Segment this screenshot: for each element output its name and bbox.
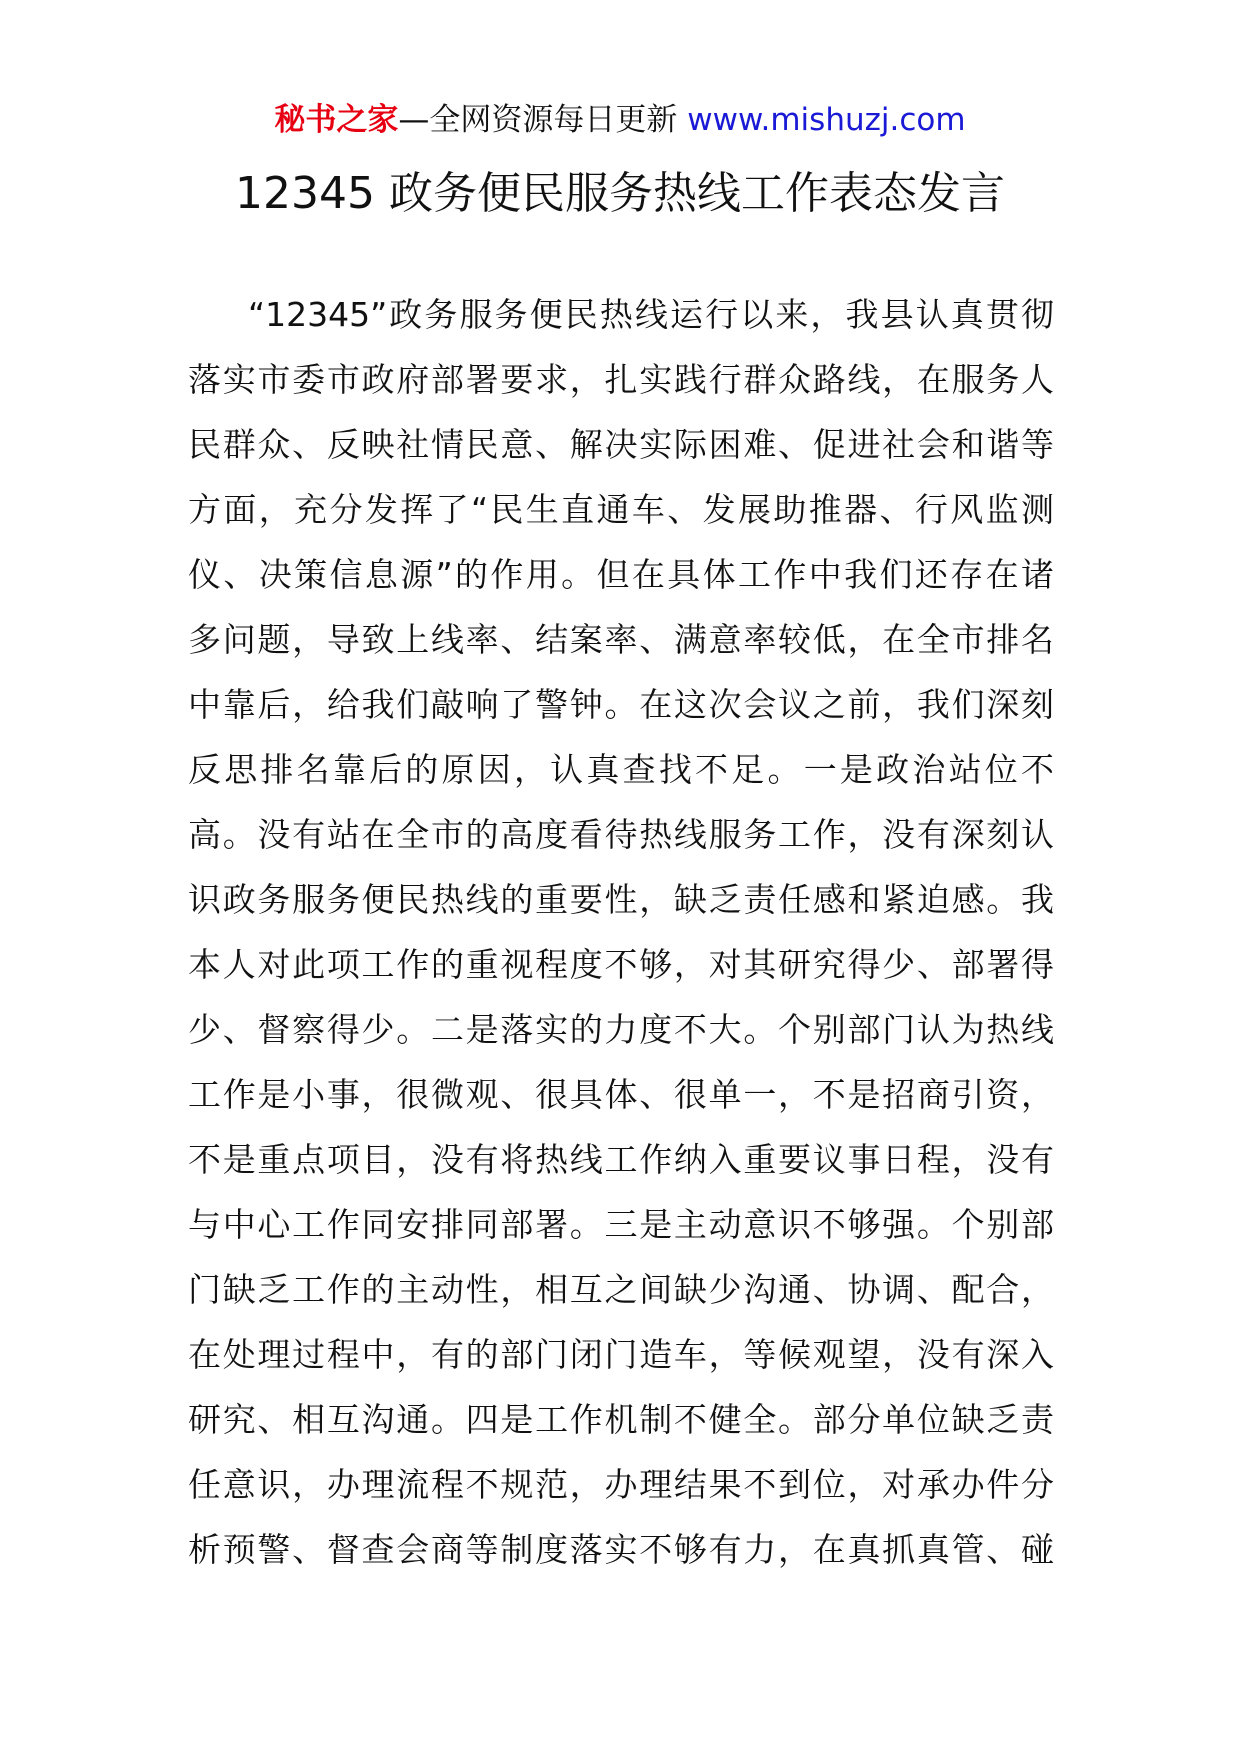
body-line: 少、督察得少。二是落实的力度不大。个别部门认为热线 xyxy=(188,1010,1054,1049)
body-line: 本人对此项工作的重视程度不够，对其研究得少、部署得 xyxy=(188,945,1054,984)
body-line: 中靠后，给我们敲响了警钟。在这次会议之前，我们深刻 xyxy=(188,685,1054,724)
body-line: 识政务服务便民热线的重要性，缺乏责任感和紧迫感。我 xyxy=(188,880,1054,919)
document-body xyxy=(188,290,1054,1590)
body-line: 任意识，办理流程不规范，办理结果不到位，对承办件分 xyxy=(188,1465,1054,1504)
body-line: 不是重点项目，没有将热线工作纳入重要议事日程，没有 xyxy=(188,1140,1054,1179)
body-line: 门缺乏工作的主动性，相互之间缺少沟通、协调、配合， xyxy=(188,1270,1054,1309)
body-line: 仪、决策信息源”的作用。但在具体工作中我们还存在诸 xyxy=(188,555,1054,594)
body-line: 多问题，导致上线率、结案率、满意率较低，在全市排名 xyxy=(188,620,1054,659)
body-line: 在处理过程中，有的部门闭门造车，等候观望，没有深入 xyxy=(188,1335,1054,1374)
site-url-link[interactable]: www.mishuzj.com xyxy=(687,102,966,138)
body-line: 析预警、督查会商等制度落实不够有力，在真抓真管、碰 xyxy=(188,1530,1054,1569)
body-line: 民群众、反映社情民意、解决实际困难、促进社会和谐等 xyxy=(188,425,1054,464)
site-header xyxy=(0,100,1240,140)
brand-name: 秘书之家 xyxy=(274,102,399,138)
body-line: 高。没有站在全市的高度看待热线服务工作，没有深刻认 xyxy=(188,815,1054,854)
body-line: 研究、相互沟通。四是工作机制不健全。部分单位缺乏责 xyxy=(188,1400,1054,1439)
body-line: 工作是小事，很微观、很具体、很单一，不是招商引资， xyxy=(188,1075,1054,1114)
header-tagline: —全网资源每日更新 xyxy=(398,102,678,138)
body-line: 方面，充分发挥了“民生直通车、发展助推器、行风监测 xyxy=(188,490,1054,529)
body-line: 与中心工作同安排同部署。三是主动意识不够强。个别部 xyxy=(188,1205,1054,1244)
body-line: 落实市委市政府部署要求，扎实践行群众路线，在服务人 xyxy=(188,360,1054,399)
document-title: 12345 政务便民服务热线工作表态发言 xyxy=(235,168,1005,219)
body-line: “12345”政务服务便民热线运行以来，我县认真贯彻 xyxy=(248,295,1054,334)
body-line: 反思排名靠后的原因，认真查找不足。一是政治站位不 xyxy=(188,750,1054,789)
